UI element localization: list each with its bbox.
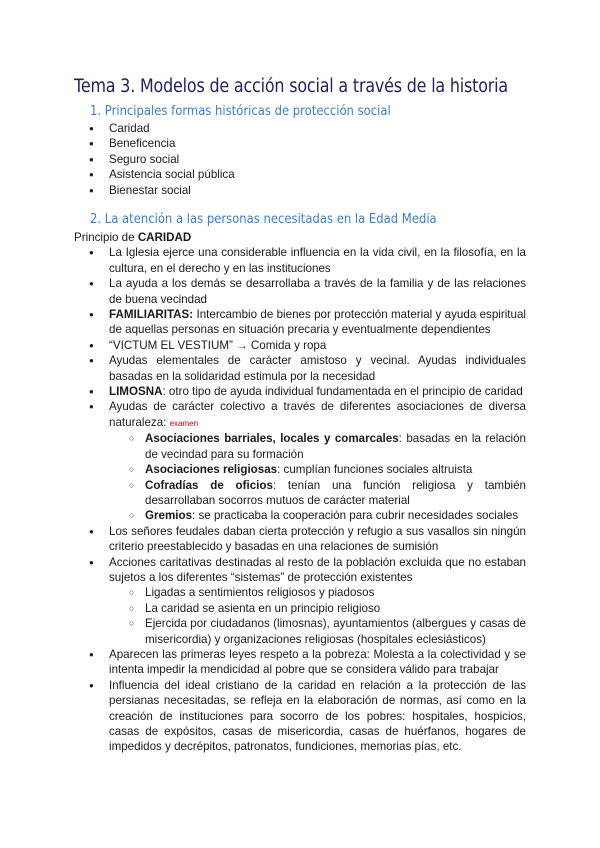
section-1-list	[74, 121, 526, 198]
sub-list-item: ○ Ligadas a sentimientos religiosos y piadosos	[74, 585, 526, 600]
list-item: ● Los señores feudales daban cierta protección y refugio a sus vasallos sin ningún criterio preestablecido y basadas en una relaciones de sumisión	[74, 524, 526, 555]
term-text: : se practicaba la cooperación para cubrir necesidades sociales	[192, 509, 519, 523]
sub-list-item	[74, 478, 526, 509]
collective-aid-text: Ayudas de carácter colectivo a través de diferentes asociaciones de diversa naturaleza:	[109, 400, 526, 429]
term-text: : tenían una función religiosa y también desarrollaban socorros mutuos de carácter material	[145, 478, 527, 507]
charity-sublist	[74, 585, 526, 647]
charity-actions-text: Acciones caritativas destinadas al resto de la población excluida que no estaban sujetos a los diferentes “sistemas” de protección existentes	[109, 555, 526, 584]
section-2-heading: 2. La atención a las personas necesitadas en la Edad Media	[90, 211, 437, 227]
list-item: ● Seguro social	[74, 152, 526, 167]
list-item: ● Ayudas elementales de carácter amistoso y vecinal. Ayudas individuales basadas en la solidaridad estimula por la necesidad	[74, 353, 526, 384]
list-item	[74, 307, 526, 338]
sub-list-item: ○ La caridad se asienta en un principio religioso	[74, 601, 526, 616]
list-item	[74, 384, 526, 399]
section-2-list	[74, 245, 526, 754]
page-title: Tema 3. Modelos de acción social a través de la historia	[74, 76, 509, 97]
term: Asociaciones religiosas	[145, 463, 278, 477]
principle-line	[74, 230, 526, 245]
list-item	[74, 555, 526, 647]
list-item: ● Asistencia social pública	[74, 167, 526, 182]
list-item: ● “VICTUM EL VESTIUM” → Comida y ropa	[74, 338, 526, 353]
familiaritas-term: FAMILIARITAS:	[109, 308, 194, 322]
exam-note: examen	[169, 418, 199, 428]
familiaritas-text: Intercambio de bienes por protección material y ayuda espiritual de aquellas personas en situación precaria y eventualmente dependientes	[109, 308, 526, 337]
limosna-term: LIMOSNA	[109, 385, 163, 399]
term-text: : basadas en la relación de vecindad para su formación	[145, 432, 526, 461]
collective-sublist	[74, 431, 526, 523]
section-2-body	[74, 230, 526, 755]
sub-list-item	[74, 431, 526, 462]
list-item: ● Aparecen las primeras leyes respeto a la pobreza: Molesta a la colectividad y se intenta impedir la mendicidad al pobre que se considera válido para trabajar	[74, 647, 526, 678]
section-1-heading: 1. Principales formas históricas de protección social	[90, 103, 391, 119]
limosna-text: : otro tipo de ayuda individual fundamentada en el principio de caridad	[162, 385, 523, 399]
term-text: : cumplían funciones sociales altruista	[277, 463, 473, 477]
term: Cofradías de oficios	[145, 478, 273, 492]
sub-list-item: ○ Ejercida por ciudadanos (limosnas), ayuntamientos (albergues y casas de misericordia) y organizaciones religiosas (hospitales eclesiásticos)	[74, 616, 526, 647]
term: Asociaciones barriales, locales y comarcales	[145, 432, 399, 446]
list-item: ● Caridad	[74, 121, 526, 136]
term: Gremios	[145, 509, 193, 523]
sub-list-item	[74, 462, 526, 477]
list-item: ● Influencia del ideal cristiano de la caridad en relación a la protección de las persianas necesitadas, se refleja en la elaboración de normas, así como en la creación de instituciones para socorro de los pobres: hospitales, hospicios, casas de expósitos, casas de misericordia, casas de huérfanos, hogares de impedidos y decrépitos, patronatos, fundiciones, memorias pías, etc.	[74, 678, 526, 755]
list-item: ● Bienestar social	[74, 183, 526, 198]
list-item	[74, 399, 526, 523]
principle-keyword: CARIDAD	[137, 231, 192, 244]
sub-list-item	[74, 508, 526, 523]
list-item: ● La ayuda a los demás se desarrollaba a través de la familia y de las relaciones de buena vecindad	[74, 276, 526, 307]
list-item: ● La Iglesia ejerce una considerable influencia en la vida civil, en la filosofía, en la cultura, en el derecho y en las instituciones	[74, 245, 526, 276]
list-item: ● Beneficencia	[74, 136, 526, 151]
principle-prefix: Principio de	[74, 231, 138, 244]
